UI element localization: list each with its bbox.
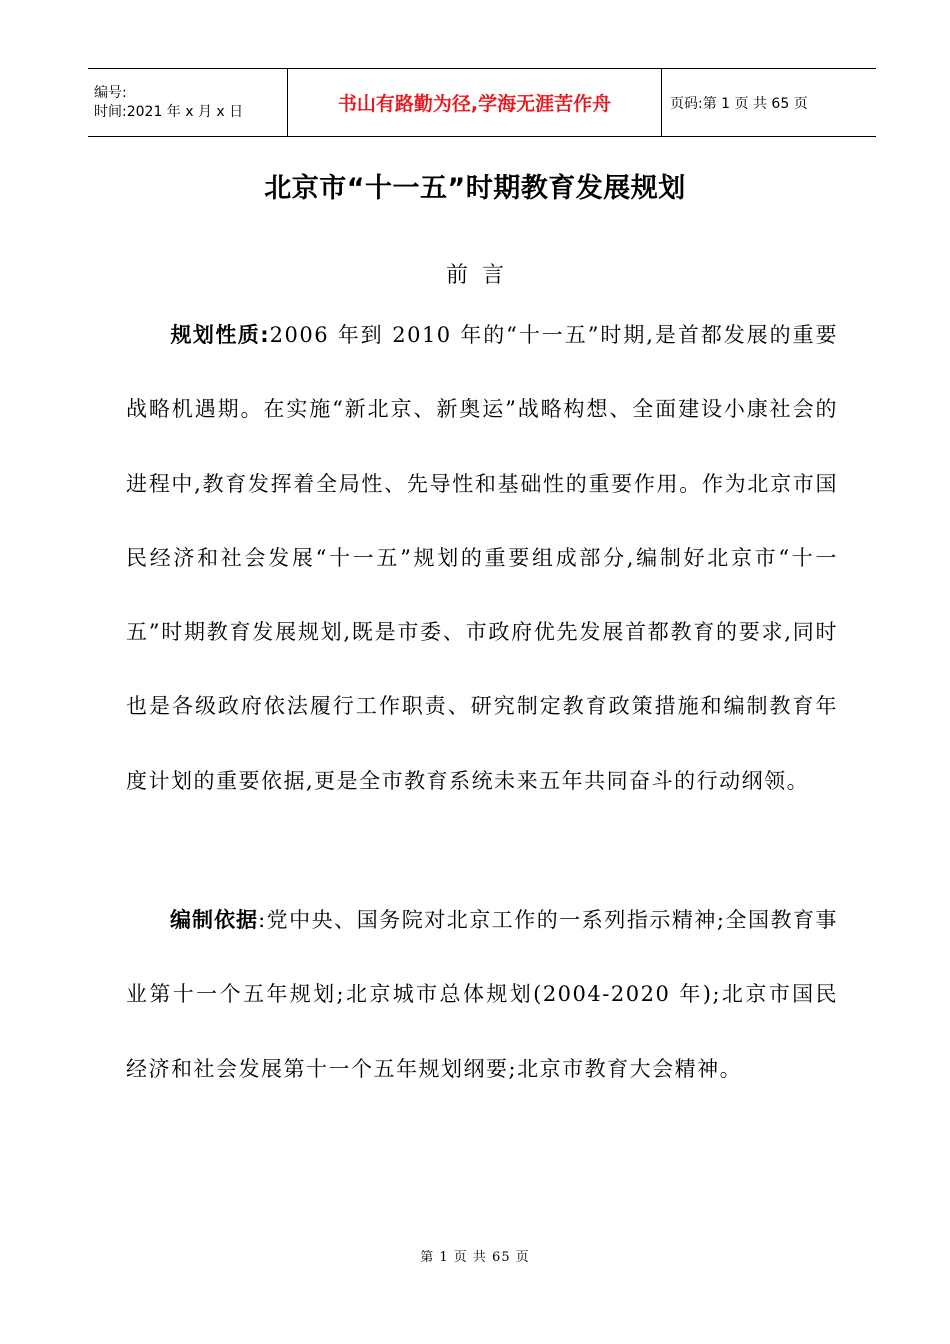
header-page-info — [662, 69, 876, 136]
paragraph-basis — [126, 883, 838, 1106]
section-title: 前言 — [445, 263, 518, 288]
page-header — [88, 68, 876, 137]
paragraph-nature — [126, 298, 838, 818]
paragraph-lead: 规划性质: — [170, 323, 270, 347]
document-time-label: 时间:2021 年 x 月 x 日 — [94, 103, 244, 120]
header-motto — [288, 69, 662, 136]
paragraph-text: :党中央、国务院对北京工作的一系列指示精神;全国教育事业第十一个五年规划;北京城市总体规划(2004-2020 年);北京市国民经济和社会发展第十一个五年规划纲要;北京市教育大会精神。 — [126, 908, 838, 1081]
header-meta — [88, 69, 288, 136]
document-code-label: 编号: — [94, 84, 127, 101]
page-footer: 第 1 页 共 65 页 — [420, 1250, 530, 1265]
paragraph-lead: 编制依据 — [170, 908, 259, 932]
paragraph-text: 2006 年到 2010 年的“十一五”时期,是首都发展的重要战略机遇期。在实施“新北京、新奥运”战略构想、全面建设小康社会的进程中,教育发挥着全局性、先导性和基础性的重要作用。作为北京市国民经济和社会发展“十一五”规划的重要组成部分,编制好北京市“十一五”时期教育发展规划,既是市委、市政府优先发展首都教育的要求,同时也是各级政府依法履行工作职责、研究制定教育政策措施和编制教育年度计划的重要依据,更是全市教育系统未来五年共同奋斗的行动纲领。 — [126, 323, 839, 793]
header-page-number: 页码:第 1 页 共 65 页 — [670, 95, 808, 112]
document-title: 北京市“十一五”时期教育发展规划 — [264, 173, 686, 204]
motto-text: 书山有路勤为径,学海无涯苦作舟 — [337, 93, 612, 115]
